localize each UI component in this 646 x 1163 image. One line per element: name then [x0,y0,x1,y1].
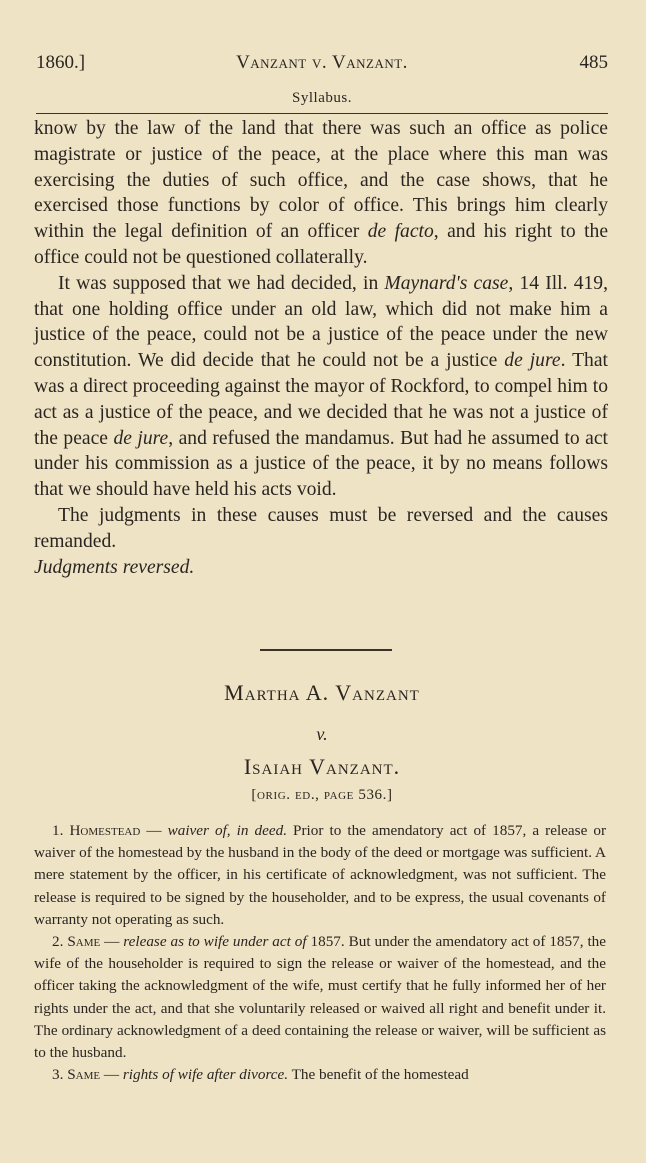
headnote-1: 1. Homestead — waiver of, in deed. Prior to the amendatory act of 1857, a release or waiver of the homestead by the husband in the body of the deed or mortgage was sufficient. A mere statement by the officer, in his certificate of acknowledgment, was not sufficient. The release is required to be signed by the householder, and to be express, the usual covenants of warranty not operating as such. [34,822,607,928]
original-edition-ref: [orig. ed., page 536.] [251,787,393,803]
defendant-name: Isaiah Vanzant. [243,754,401,779]
case-citation: Maynard's case [384,272,509,294]
header-rule [36,113,608,114]
italic-phrase: de jure [113,427,169,449]
paragraph-2: It was supposed that we had decided, in Maynard's case, 14 Ill. 419, that one holding office under an old law, which did not make him a justice of the peace, could not be a justice of the peace under the new constitution. We did decide that he could not be a justice de jure. That was a direct proceeding against the mayor of Rockford, to compel him to act as a justice of the peace, and we decided that he was not a justice of the peace de jure, and refused the mandamus. But had he assumed to act under his commission as a justice of the peace, it by no means follows that we should have held his acts void. [34,272,608,501]
headnote-3: 3. Same — rights of wife after divorce. The benefit of the homestead [52,1066,469,1084]
plaintiff-name: Martha A. Vanzant [224,680,420,705]
header-year: 1860.] [36,52,86,73]
italic-phrase: de facto [367,221,434,243]
opinion-text [34,116,608,580]
paragraph-1: know by the law of the land that there was such an office as police magistrate or justice of the peace, at the place where this man was exercising the duties of such office, and the case shows, that he exercised those functions by color of office. This brings him clearly within the legal definition of an officer de facto, and his right to the office could not be questioned collaterally. [34,118,609,268]
running-header [34,52,610,76]
headnote-2: 2. Same — release as to wife under act of 1857. But under the amendatory act of 1857, the wife of the householder is required to sign the release or waiver of the homestead, and the officer taking the acknowledgment of the wife, must certify that he fully informed her of her rights under the act, and that she voluntarily released or waived all right and benefit under it. The ordinary acknowledgment of a deed containing the release or waiver, will be sufficient as to the husband. [34,933,606,1062]
page-number: 485 [579,52,608,73]
italic-phrase: de jure [504,350,561,372]
paragraph-3: The judgments in these causes must be reversed and the causes remanded. [34,504,608,552]
syllabus-label: Syllabus. [292,90,352,106]
section-divider [260,649,392,651]
judgment-line: Judgments reversed. [34,556,195,578]
versus-label: v. [316,724,328,744]
header-title: Vanzant v. Vanzant. [236,52,408,73]
headnotes [34,820,606,1086]
